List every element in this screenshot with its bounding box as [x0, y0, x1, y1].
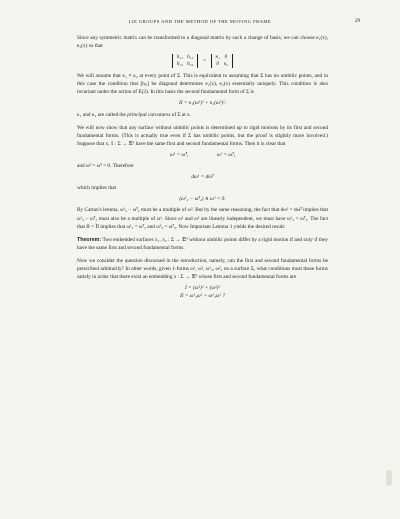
- paragraph-prescribed-forms: Now we consider the question discussed in the introduction, namely, can the first and second fundamental forms be prescribed arbitrarily? In other words, given 1-forms ω¹, ω², ω¹₃, ω²₃ on a surface Σ, what conditions must these forms satisfy in order that there exist an embedding x : Σ → 𝔼³ whose first and second fundamental forms are: [77, 257, 328, 281]
- principal-curvatures-post: of Σ at x.: [171, 111, 192, 118]
- equation-first-form: I = (ω¹)² + (ω²)²: [184, 285, 221, 292]
- equation-omega1: ω¹ = ω̃¹,: [169, 151, 189, 158]
- paper-edge-mark: [386, 470, 392, 486]
- theorem-label: Theorem:: [77, 236, 102, 243]
- principal-curvatures-pre: κ₁ and κ₂ are called the: [77, 111, 126, 118]
- theorem-text: Two embedded surfaces x₁, x₂ : Σ → 𝔼³ without umbilic points differ by a rigid motion if and only if they have the same first and second fundamental forms.: [77, 236, 328, 251]
- matrix-h-cell: h₁₂: [187, 54, 194, 61]
- matrix-kappa-cell: κ₂: [223, 61, 229, 68]
- paragraph-change-of-basis: Since any symmetric matrix can be transformed to a diagonal matrix by such a change of basis, we can choose e₁(x), e₂(x) so that: [77, 35, 328, 50]
- paragraph-principal-curvatures: [77, 111, 328, 119]
- paragraph-rigid-motions: We will now show that any surface without umbilic points is determined up to rigid motions by its first and second fundamental forms. (This is actually true even if Σ has umbilic points, but the proof is slightly more involved.) Suppose that x, x̃ : Σ → 𝔼³ have the same first and second fundamental forms. Then it is clear that: [77, 124, 328, 147]
- page-body: [77, 34, 328, 303]
- running-title: LIE GROUPS AND THE METHOD OF THE MOVING FRAME: [128, 19, 272, 24]
- equals-sign: =: [202, 58, 207, 65]
- matrix-kappa-cell: 0: [216, 61, 219, 68]
- matrix-kappa: [211, 54, 234, 68]
- equation-omega2: ω² = ω̃²,: [216, 151, 236, 158]
- paragraph-therefore: and ω³ = ω̃³ = 0. Therefore: [77, 163, 134, 170]
- theorem: [77, 236, 328, 252]
- equation-wedge: (ω¹₂ − ω̃¹₂) ∧ ω² = 0.: [179, 196, 226, 203]
- paragraph-implies: which implies that: [77, 185, 117, 192]
- page-number: 29: [354, 18, 360, 24]
- equation-omega-equal: [77, 151, 328, 159]
- paragraph-cartan-lemma: By Cartan's lemma, ω¹₂ − ω̃¹₂ must be a multiple of ω². But by the same reasoning, the fact that dω² = dω̃² implies that ω¹₂ − ω̃¹₂ must also be a multiple of ω¹. Since ω¹ and ω² are linearly independent, we must have ω¹₂ = ω̃¹₂. The fact that II = ĨI implies that ω¹₃ = ω̃¹₃ and ω²₃ = ω̃²₃. Now Important Lemma 1 yields the desired result:: [77, 207, 328, 230]
- matrix-kappa-cell: κ₁: [215, 54, 220, 61]
- principal-curvatures-term: principal curvatures: [127, 111, 171, 118]
- matrix-h-cell: h₁₂: [176, 61, 184, 68]
- matrix-h: [172, 54, 198, 68]
- equation-diagonal-matrix: [77, 54, 328, 68]
- matrix-h-cell: h₂₂: [187, 61, 194, 68]
- equation-second-fundamental-form: II = κ₁(ω¹)² + κ₂(ω²)².: [179, 100, 226, 107]
- matrix-kappa-cell: 0: [224, 54, 228, 61]
- equation-second-form: II = ω¹₃ω¹ + ω²₃ω² ?: [180, 293, 225, 300]
- equation-d-omega: dω¹ = dω̃¹: [191, 174, 214, 181]
- paragraph-no-umbilic: We will assume that κ₁ ≠ κ₂ at every point of Σ. This is equivalent to assuming that Σ has no umbilic points, and in this case the condition that [hᵢⱼ] be diagonal determines e₁(x), e₂(x) essentially uniquely. This condition is also invariant under the action of E(3). In this basis the second fundamental form of Σ is: [77, 73, 328, 96]
- matrix-h-cell: h₁₁: [176, 54, 184, 61]
